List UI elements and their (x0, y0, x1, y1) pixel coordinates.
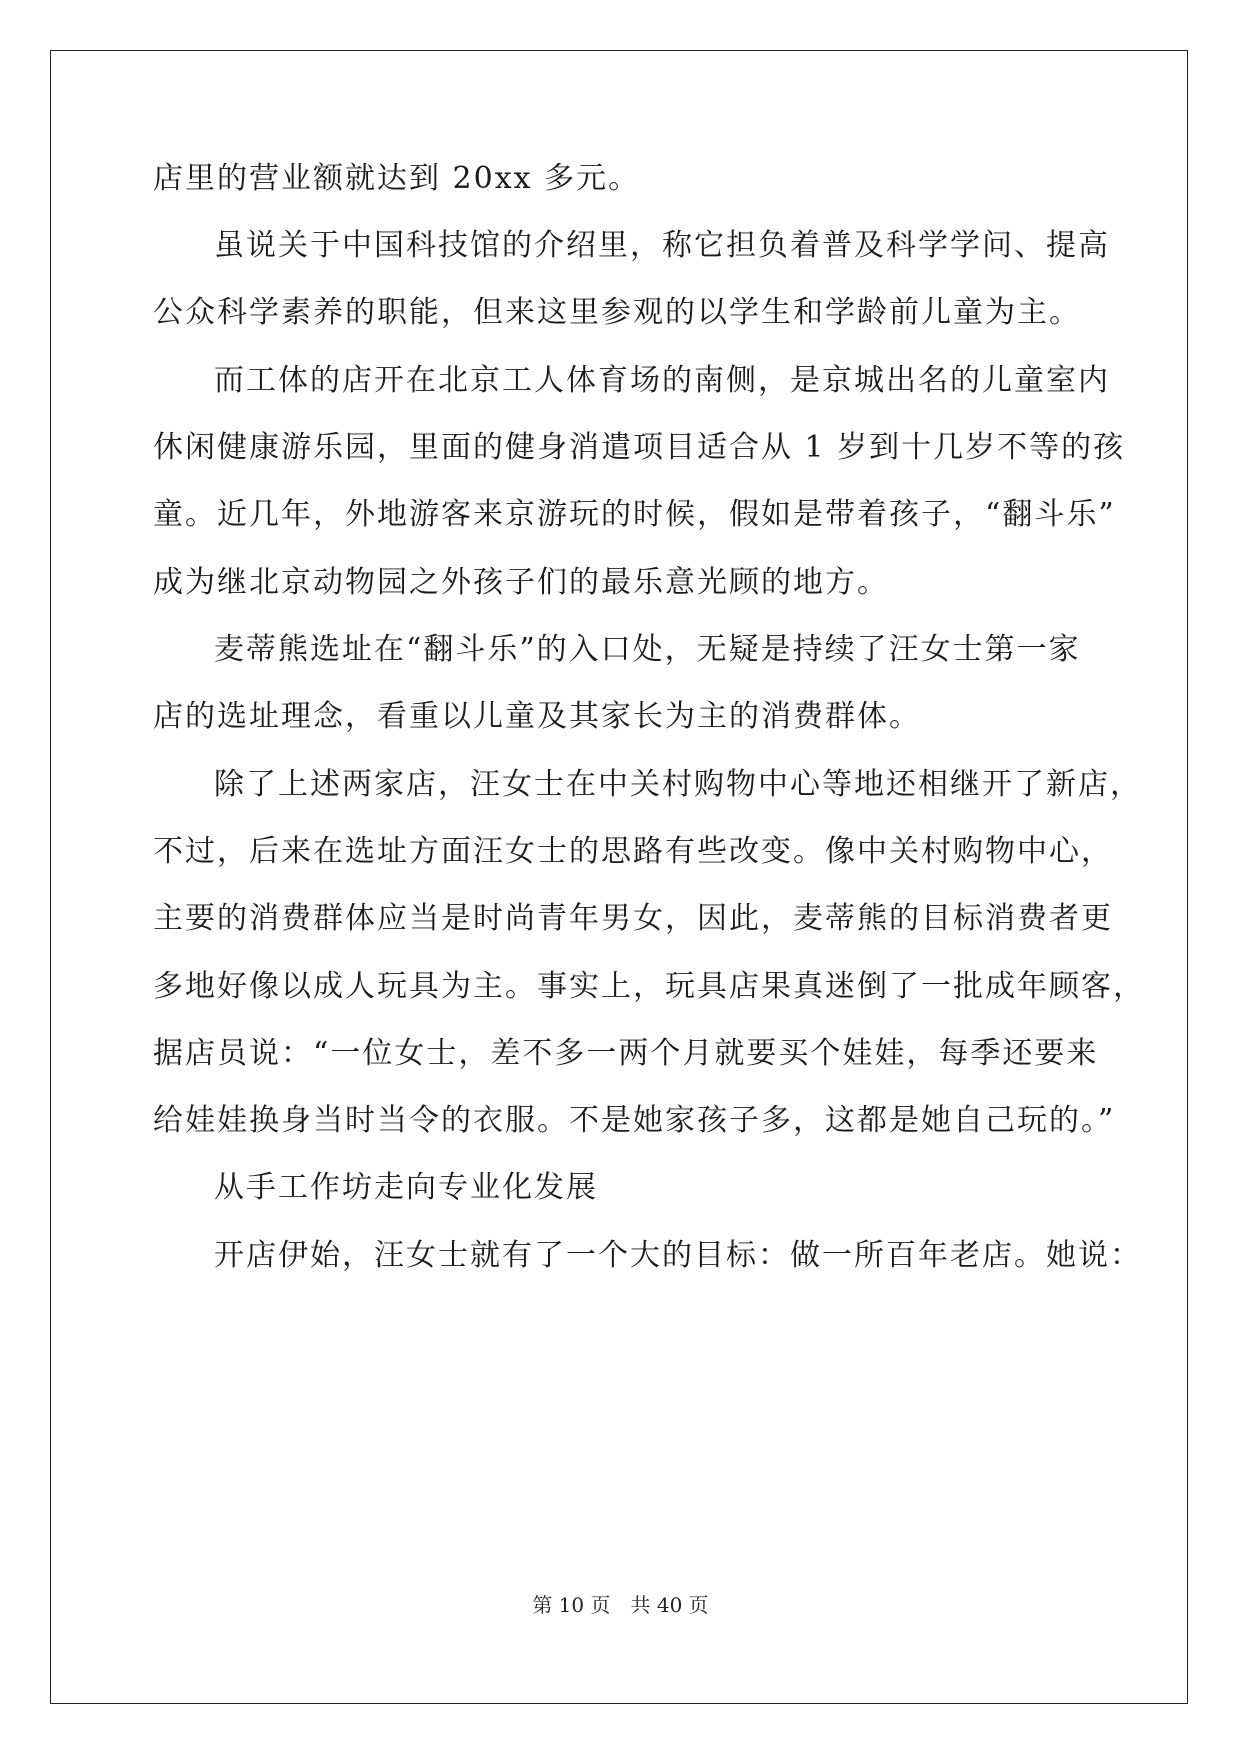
text-line: 除了上述两家店，汪女士在中关村购物中心等地还相继开了新店， (214, 767, 1142, 802)
page-number: 第 10 页 共 40 页 (532, 1593, 709, 1617)
text-line: 店的选址理念，看重以儿童及其家长为主的消费群体。 (153, 699, 921, 734)
section-heading: 从手工作坊走向专业化发展 (214, 1170, 598, 1205)
text-line: 成为继北京动物园之外孩子们的最乐意光顾的地方。 (153, 565, 889, 600)
text-line: 虽说关于中国科技馆的介绍里，称它担负着普及科学学问、提高 (214, 228, 1110, 263)
text-line: 不过，后来在选址方面汪女士的思路有些改变。像中关村购物中心， (153, 834, 1113, 869)
text-line: 公众科学素养的职能，但来这里参观的以学生和学龄前儿童为主。 (153, 295, 1081, 330)
text-line: 童。近几年，外地游客来京游玩的时候，假如是带着孩子，“翻斗乐” (153, 497, 1116, 532)
text-line: 给娃娃换身当时当令的衣服。不是她家孩子多，这都是她自己玩的。” (153, 1103, 1116, 1138)
text-line: 开店伊始，汪女士就有了一个大的目标：做一所百年老店。她说： (214, 1238, 1142, 1273)
text-line: 麦蒂熊选址在“翻斗乐”的入口处，无疑是持续了汪女士第一家 (214, 632, 1081, 667)
text-line: 据店员说：“一位女士，差不多一两个月就要买个娃娃，每季还要来 (153, 1036, 1099, 1071)
text-line: 主要的消费群体应当是时尚青年男女，因此，麦蒂熊的目标消费者更 (153, 901, 1113, 936)
text-line: 休闲健康游乐园，里面的健身消遣项目适合从 1 岁到十几岁不等的孩 (153, 430, 1126, 465)
text-line: 而工体的店开在北京工人体育场的南侧，是京城出名的儿童室内 (214, 363, 1110, 398)
text-line: 店里的营业额就达到 20xx 多元。 (153, 161, 641, 196)
text-line: 多地好像以成人玩具为主。事实上，玩具店果真迷倒了一批成年顾客， (153, 969, 1145, 1004)
